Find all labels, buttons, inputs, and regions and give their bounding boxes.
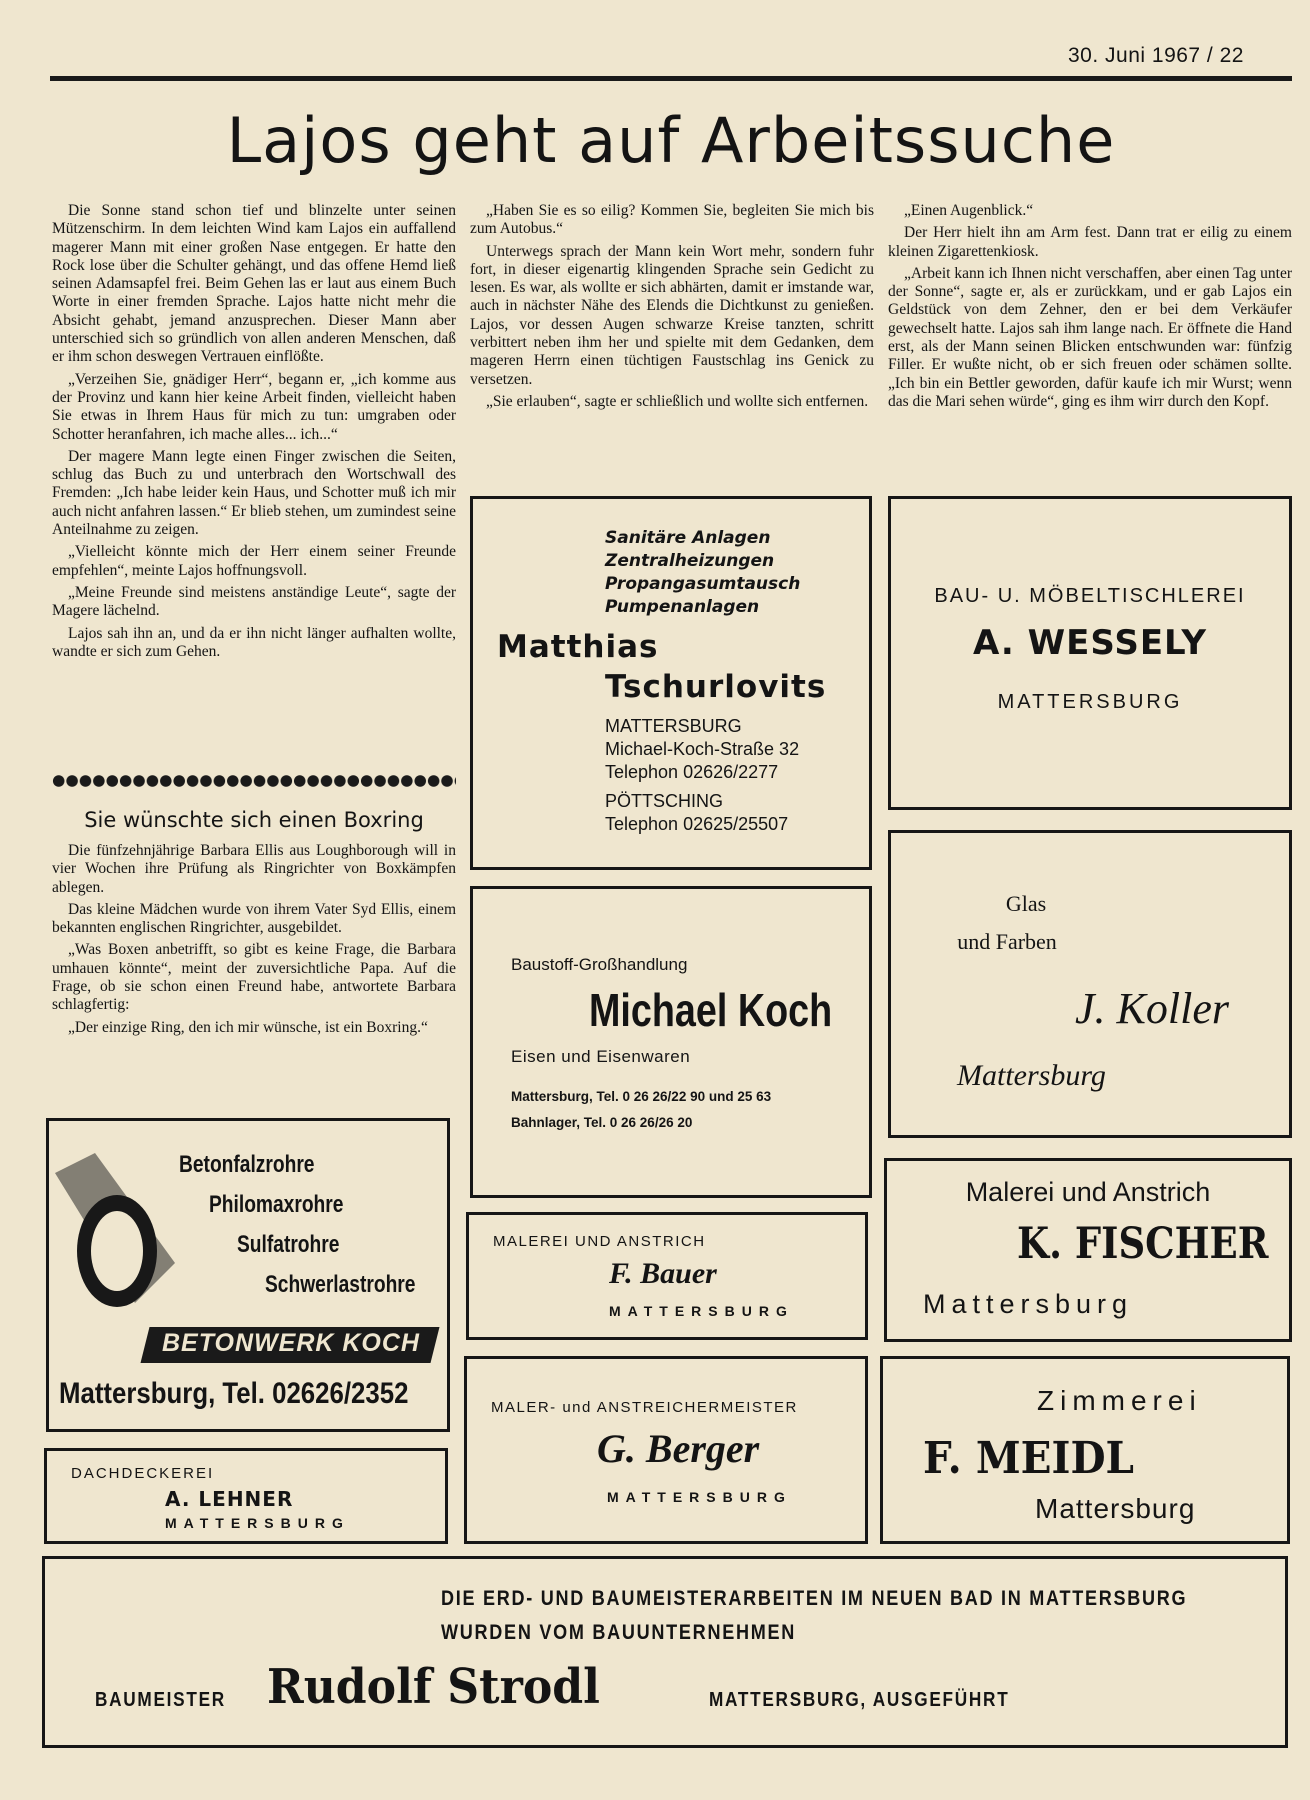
- ad-city: MATTERSBURG: [997, 691, 1183, 713]
- ad-company-name: Michael Koch: [589, 984, 833, 1036]
- ad-trade: Baustoff-Großhandlung: [511, 955, 688, 974]
- concrete-pipe-icon: [55, 1153, 175, 1313]
- article-paragraph: „Meine Freunde sind meistens anständige Leute“, sagte der Magere lächelnd.: [52, 583, 456, 620]
- ad-phone: Telephon 02625/25507: [605, 814, 789, 834]
- ad-city: Mattersburg: [957, 1059, 1106, 1092]
- ad-tschurlovits-surname: Tschurlovits: [605, 669, 827, 705]
- ad-line: DIE ERD- UND BAUMEISTERARBEITEN IM NEUEN BAD IN MATTERSBURG: [441, 1587, 1188, 1610]
- header-rule: [50, 76, 1292, 81]
- ad-company-name: A. WESSELY: [972, 623, 1208, 663]
- ad-product: Philomaxrohre: [209, 1191, 344, 1218]
- article-paragraph: Die Sonne stand schon tief und blinzelte unter seinen Mützenschirm. In dem leichten Wind kam Lajos ein auffallend magerer Mann mit einer großen Nase entgegen. Er hatte den Rock lose über die Schulter gehängt, und das offene Hemd ließ seinen Adamsapfel frei. Beim Gehen las er laut aus einem Buch Worte in einer fremden Sprache. Lajos hatte nicht mehr die Absicht gehabt, jemand anzusprechen. Dieser Mann aber unterschied sich so gründlich von allen anderen Menschen, daß er ihm schon deswegen Vertrauen einflößte.: [52, 202, 456, 366]
- article-headline: Lajos geht auf Arbeitssuche: [226, 104, 1116, 177]
- ad-tschurlovits-firstname: Matthias: [497, 629, 659, 665]
- article-paragraph: Der Herr hielt ihn am Arm fest. Dann trat er eilig zu einem kleinen Zigarettenkiosk.: [888, 224, 1292, 260]
- ad-city: PÖTTSCHING: [605, 791, 724, 811]
- article-paragraph: „Arbeit kann ich Ihnen nicht verschaffen, aber einen Tag unter der Sonne“, sagte er, als er zurückkam, und er gab Lajos ein Geldstück von dem Zehner, den er bei dem Verkäufer gewechselt hatte. Lajos sah ihm lange nach. Er öffnete die Hand erst, als der Mann seinen Blicken entschwunden war: fünfzig Filler. Er wußte nicht, ob er sich freuen oder schämen sollte. „Ich bin ein Bettler geworden, dafür kaufe ich mir Wurst; wenn das die Mari sehen würde“, ging es ihm wirr durch den Kopf.: [888, 264, 1292, 410]
- page-date-number: 30. Juni 1967 / 22: [1068, 44, 1244, 67]
- ad-berger: [464, 1356, 868, 1544]
- ad-contact-line: Mattersburg, Tel. 02626/2352: [59, 1377, 409, 1410]
- article-column-2: [470, 202, 874, 411]
- ad-trade: Malerei und Anstrich: [965, 1177, 1211, 1207]
- boxring-headline: Sie wünschte sich einen Boxring: [84, 808, 424, 832]
- ad-phone: Telephon 02626/2277: [605, 762, 779, 782]
- article-paragraph: Lajos sah ihn an, und da er ihn nicht länger aufhalten wollte, wandte er sich zum Gehen.: [52, 624, 456, 660]
- article-paragraph: „Haben Sie es so eilig? Kommen Sie, begleiten Sie mich bis zum Autobus.“: [470, 202, 874, 238]
- ad-company-name: F. Bauer: [609, 1257, 717, 1290]
- ad-michael-koch: [470, 886, 872, 1198]
- article-paragraph: Der magere Mann legte einen Finger zwischen die Seiten, schlug das Buch zu und unterbrach den Wortschwall des Fremden: „Ich habe leider kein Haus, und Schotter muß ich mir auch nicht anfahren lassen.“ Er blieb stehen, um zumindest seine Anteilnahme zu zeigen.: [52, 447, 456, 539]
- ad-product: Schwerlastrohre: [265, 1271, 416, 1298]
- ad-trade: Zimmerei: [1037, 1385, 1202, 1416]
- ad-prefix: BAUMEISTER: [95, 1689, 226, 1711]
- boxring-body: [52, 842, 456, 1037]
- ad-service-line: Pumpenanlagen: [605, 597, 760, 617]
- dotted-divider: [52, 774, 456, 788]
- article-paragraph: „Vielleicht könnte mich der Herr einem seiner Freunde empfehlen“, meinte Lajos hoffnungsvoll.: [52, 543, 456, 579]
- article-paragraph: „Einen Augenblick.“: [904, 202, 1034, 219]
- ad-product: Betonfalzrohre: [179, 1151, 315, 1178]
- boxring-paragraph: „Der einzige Ring, den ich mir wünsche, ist ein Boxring.“: [68, 1018, 428, 1036]
- ad-city: MATTERSBURG: [609, 1303, 794, 1319]
- ad-banner-text: BETONWERK KOCH: [162, 1329, 420, 1357]
- ad-contact-line: Bahnlager, Tel. 0 26 26/26 20: [511, 1115, 693, 1130]
- ad-company-name: G. Berger: [597, 1426, 760, 1471]
- ad-company-name: J. Koller: [1075, 984, 1229, 1033]
- ad-meidl: [880, 1356, 1290, 1544]
- ad-wessely: [888, 496, 1292, 810]
- article-column-3: [888, 202, 1292, 411]
- ad-lehner: [44, 1448, 448, 1544]
- ad-betonwerk-koch: [46, 1118, 450, 1432]
- ad-street: Michael-Koch-Straße 32: [605, 739, 800, 759]
- ad-service-line: Sanitäre Anlagen: [605, 528, 771, 548]
- ad-fischer: [884, 1158, 1292, 1342]
- ad-line: und Farben: [957, 929, 1057, 954]
- boxring-paragraph: „Was Boxen anbetrifft, so gibt es keine Frage, die Barbara umhauen könnte“, meint der zuversichtliche Papa. Auf die Frage, ob sie schon einen Freund habe, antwortete Barbara schlagfertig:: [52, 941, 456, 1014]
- ad-city: Mattersburg: [923, 1289, 1134, 1319]
- ad-company-name: F. MEIDL: [923, 1433, 1135, 1484]
- article-column-1: [52, 202, 456, 661]
- ad-trade: MALEREI UND ANSTRICH: [493, 1233, 706, 1250]
- ad-line: Glas: [1005, 891, 1047, 916]
- article-paragraph: Unterwegs sprach der Mann kein Wort mehr, sondern fuhr fort, in dieser eigenartig klingenden Sprache sein Gedicht zu lesen. Es war, als wollte er sich abhärten, damit er imstande war, auch in nächster Nähe des Elends die Dichtkunst zu genießen. Lajos, vor dessen Augen schwarze Kreise tanzten, schritt verbittert neben ihm her und spielte mit dem Gedanken, dem mageren Herrn einen tüchtigen Faustschlag ins Genick zu versetzen.: [470, 242, 874, 388]
- boxring-paragraph: Die fünfzehnjährige Barbara Ellis aus Loughborough will in vier Wochen ihre Prüfung als Ringrichter von Boxkämpfen ablegen.: [52, 842, 456, 896]
- ad-bauer: [466, 1212, 868, 1340]
- ad-koller: [888, 830, 1292, 1138]
- ad-city: MATTERSBURG: [605, 716, 742, 736]
- ad-product: Sulfatrohre: [237, 1231, 340, 1258]
- article-paragraph: „Sie erlauben“, sagte er schließlich und wollte sich entfernen.: [486, 392, 869, 410]
- ad-strodl: [42, 1556, 1288, 1748]
- ad-suffix: MATTERSBURG, AUSGEFÜHRT: [709, 1689, 1010, 1711]
- ad-goods: Eisen und Eisenwaren: [511, 1047, 691, 1066]
- ad-company-name: K. FISCHER: [1017, 1219, 1269, 1269]
- ad-company-name: Rudolf Strodl: [267, 1659, 600, 1715]
- ad-city: MATTERSBURG: [165, 1515, 350, 1531]
- ad-contact-line: Mattersburg, Tel. 0 26 26/22 90 und 25 63: [511, 1089, 772, 1104]
- ad-trade: BAU- U. MÖBELTISCHLEREI: [934, 585, 1246, 607]
- ad-trade: DACHDECKEREI: [71, 1465, 215, 1482]
- ad-line: WURDEN VOM BAUUNTERNEHMEN: [441, 1621, 797, 1644]
- article-paragraph: „Verzeihen Sie, gnädiger Herr“, begann er, „ich komme aus der Provinz und kann hier keine Arbeit finden, vielleicht haben Sie etwas in Ihrem Haus für mich zu tun: umgraben oder Schotter heranfahren, ich mache alles... ich...“: [52, 370, 456, 443]
- boxring-paragraph: Das kleine Mädchen wurde von ihrem Vater Syd Ellis, einem bekannten englischen Ringrichter, ausgebildet.: [52, 900, 456, 937]
- ad-service-line: Propangasumtausch: [605, 574, 801, 594]
- ad-city: Mattersburg: [1035, 1493, 1196, 1524]
- ad-tschurlovits: [470, 496, 872, 870]
- ad-service-line: Zentralheizungen: [605, 551, 775, 571]
- ad-trade: MALER- und ANSTREICHERMEISTER: [491, 1399, 798, 1416]
- ad-company-name: A. LEHNER: [165, 1487, 294, 1511]
- ad-city: MATTERSBURG: [607, 1489, 792, 1505]
